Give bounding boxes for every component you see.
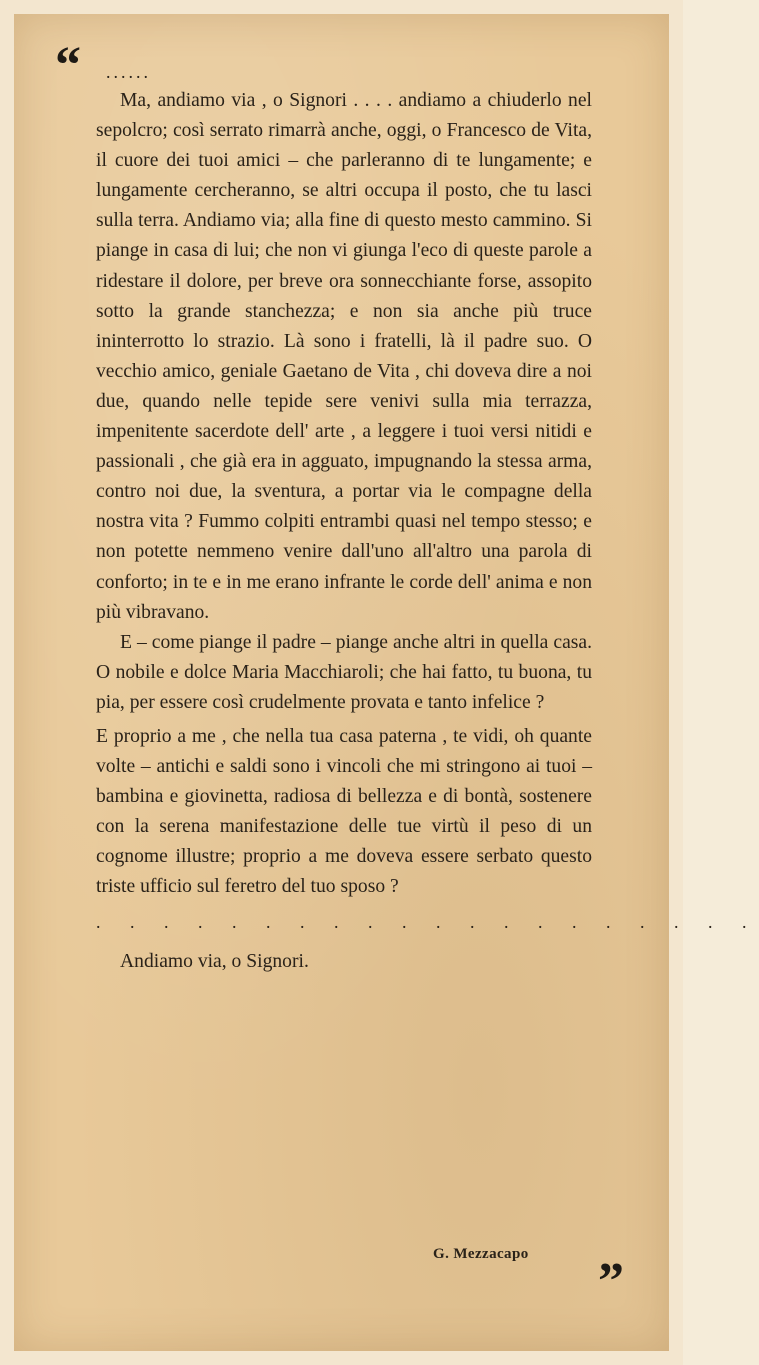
opening-ellipsis: ...... [106,62,151,82]
opening-quote-mark: “ [55,37,77,94]
paragraph-3: E proprio a me , che nella tua casa paterna , te vidi, oh quante volte – antichi e saldi sono i vincoli che mi stringono ai tuoi – bambina e giovinetta, radiosa di bellezza e di bontà, sostenere con la serena manifestazione delle tue virtù il peso di un cognome illustre; proprio a me doveva essere serbato questo triste ufficio sul feretro del tuo sposo ? [96,725,592,898]
speech-body [96,86,759,977]
paragraph-1: Ma, andiamo via , o Signori . . . . andiamo a chiuderlo nel sepolcro; così serrato rimarrà anche, oggi, o Francesco de Vita, il cuore dei tuoi amici – che parleranno di te lungamente; e lungamente cercheranno, se altri occupa il posto, che tu lasci sulla terra. Andiamo via; alla fine di questo mesto cammino. Si piange in casa di lui; che non vi giunga l'eco di queste parole a ridestare il dolore, per breve ora sonnecchiante forse, assopito sotto la grande stanchezza; e non sia anche più truce ininterrotto lo strazio. Là sono i fratelli, là il padre suo. O vecchio amico, geniale Gaetano de Vita , chi doveva dire a noi due, quando nelle tepide sere venivi sulla mia terrazza, impenitente sacerdote dell' arte , a leggere i tuoi versi nitidi e passionali , che già era in agguato, impugnando la stessa arma, contro noi due, la sventura, a portar via le compagne della nostra vita ? Fummo colpiti entrambi quasi nel tempo stesso; e non potette nemmeno venire dall'uno all'altro una parola di conforto; in te e in me erano infrante le corde dell' anima e non più vibravano. [96,90,592,623]
paragraph-2: E – come piange il padre – piange anche altri in quella casa. O nobile e dolce Maria Macchiaroli; che hai fatto, tu buona, tu pia, per essere così crudelmente provata e tanto infelice ? [96,631,592,713]
closing-quote-mark: ” [598,1253,620,1310]
closing-line: Andiamo via, o Signori. [120,950,309,972]
dotted-separator: . . . . . . . . . . . . . . . . . . . . [96,911,759,932]
author-signature: G. Mezzacapo [433,1246,529,1262]
